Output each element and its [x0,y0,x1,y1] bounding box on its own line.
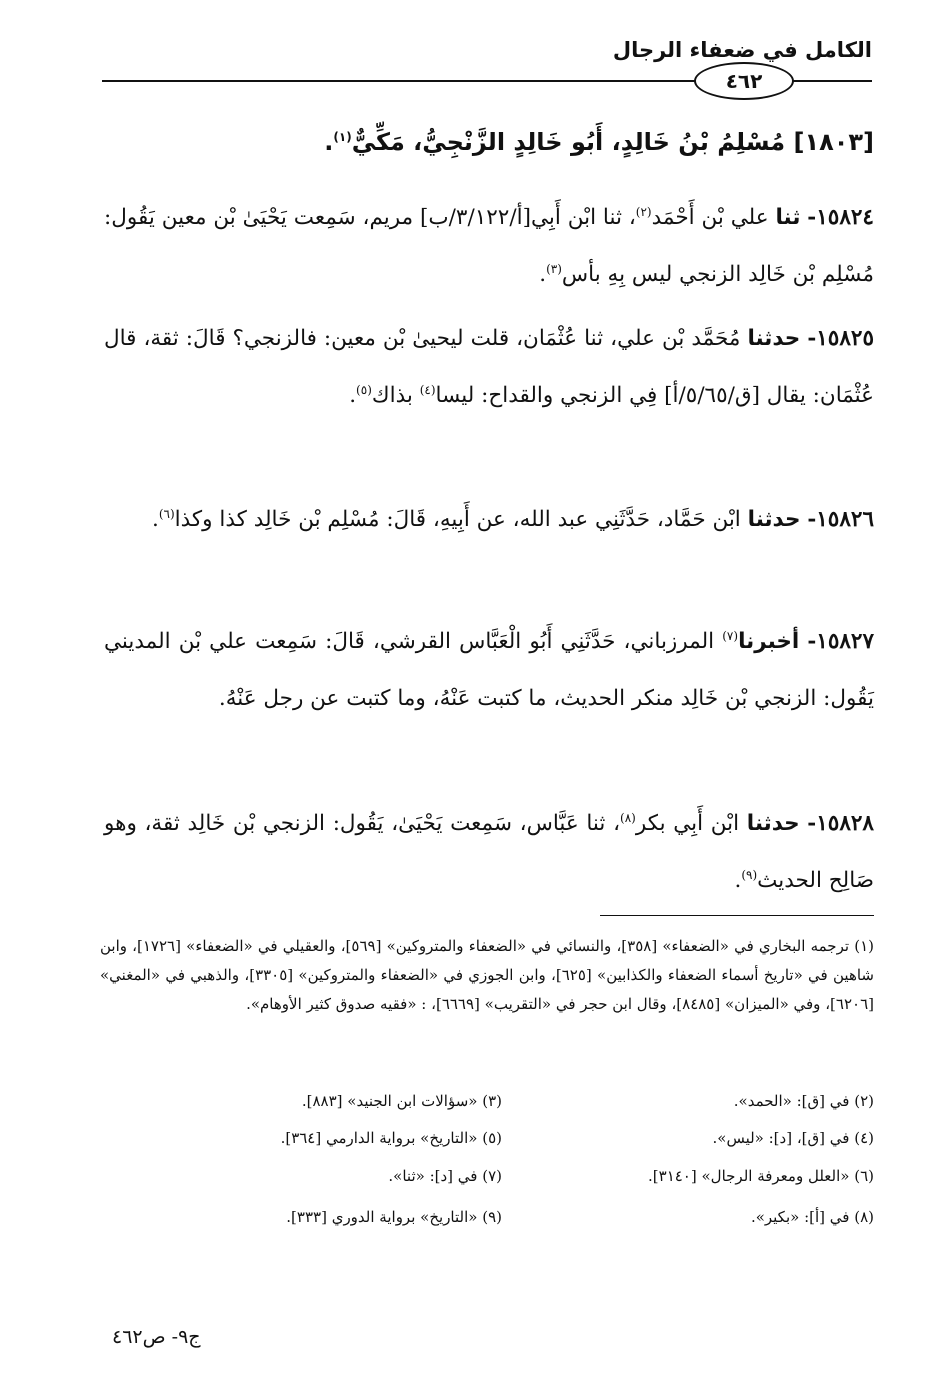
footnote-8: (٨) في [أ]: «بكير». [750,1208,874,1226]
footnote-3: (٣) «سؤالات ابن الجنيد» [٨٨٣]. [301,1092,502,1110]
narration-text: . [539,262,547,287]
narration-number: ١٥٨٢٨- [807,811,874,836]
narration-text: علي بْن أَحْمَد [651,205,769,230]
footnote-row [94,1167,874,1197]
narration-number: ١٥٨٢٤- [807,205,874,230]
narration-number: ١٥٨٢٧- [807,629,875,654]
narration-keyword: حدثنا [747,326,801,351]
footnote-ref: (٩) [741,867,758,882]
narration-15824 [104,189,874,303]
narration-text: ابْن حَمَّاد، حَدَّثَنِي عبد الله، عن أَبِيهِ، قَالَ: مُسْلِم بْن خَالِد كذا وكذا [174,507,741,532]
narration-15825 [104,310,874,424]
narration-keyword: حدثنا [746,811,800,836]
footnote-ref: (٢) [635,204,652,219]
narration-text: مُحَمَّد بْن علي، ثنا عُثْمَان، قلت ليحيىٰ بْن معين: فالزنجي؟ قَالَ: ثقة، قال عُثْمَان: يقال [ق/٥/٦٥/أ] فِي الزنجي والقداح: ليسا [104,326,874,408]
narration-text: ابْن أَبِي بكر [635,811,740,836]
narration-text: المرزباني، حَدَّثَنِي أَبُو الْعَبَّاس القرشي، قَالَ: سَمِعت علي بْن المديني يَقُول: الزنجي بْن خَالِد منكر الحديث، ما كتبت عَنْهُ، وما كتبت عن رجل عَنْهُ. [104,629,874,711]
narration-text: . [734,868,742,893]
footnote-ref: (٧) [722,628,739,643]
narration-keyword: ثنا [775,205,801,230]
footnote-number: (١) [854,937,874,955]
footnote-row [94,1092,874,1122]
narration-15826 [104,491,874,548]
narration-text: ، ثنا ابْن أَبِي[أ/٣/١٢٢/ب] مريم، سَمِعت يَحْيَىٰ بْن معين يَقُول: مُسْلِم بْن خَالِد الزنجي ليس بِهِ بأس [104,205,874,287]
footnote-ref: (٦) [158,506,175,521]
narration-15828 [104,795,874,909]
footnote-1 [100,932,874,1019]
page-number-badge: ٤٦٢ [694,62,794,100]
footnote-row [94,1129,874,1159]
narration-text: . [349,383,357,408]
footnote-separator [600,915,874,916]
footnote-ref: (٣) [546,261,562,276]
narration-15827 [104,613,874,727]
narration-text: بذاك [371,383,420,408]
narration-text: ، ثنا عَبَّاس، سَمِعت يَحْيَىٰ، يَقُول: الزنجي بْن خَالِد ثقة، وهو صَالِح الحديث [104,811,874,893]
narration-keyword: حدثنا [747,507,801,532]
footnote-ref: (٨) [620,810,636,825]
footnote-9: (٩) «التاريخ» برواية الدوري [٣٣٣]. [286,1208,502,1226]
footnote-2: (٢) في [ق]: «الحمد». [733,1092,874,1110]
footnote-ref: (١) [333,130,352,144]
narration-text: . [151,507,159,532]
footnote-7: (٧) في [د]: «ثنا». [388,1167,502,1185]
entry-heading-text: [١٨٠٣] مُسْلِمُ بْنُ خَالِدٍ، أَبُو خَالِدٍ الزَّنْجِيُّ، مَكِّيٌّ [351,128,874,156]
footnote-ref: (٥) [356,382,372,397]
footnote-text: ترجمه البخاري في «الضعفاء» [٣٥٨]، والنسائي في «الضعفاء والمتروكين» [٥٦٩]، والعقيلي في «الضعفاء» [١٧٢٦]، وابن شاهين في «تاريخ أسماء الضعفاء والكذابين» [٦٢٥]، وابن الجوزي في «الضعفاء والمتروكين» [٣٣٠٥]، والذهبي في «المغني» [٦٢٠٦]، وفي «الميزان» [٨٤٨٥]، وقال ابن حجر في «التقريب» [٦٦٦٩]، : «فقيه صدوق كثير الأوهام». [100,937,874,1013]
narration-keyword: أخبرنا [738,629,800,654]
footnote-6: (٦) «العلل ومعرفة الرجال» [٣١٤٠]. [648,1167,874,1185]
narration-number: ١٥٨٢٥- [807,326,874,351]
entry-heading: [١٨٠٣] مُسْلِمُ بْنُ خَالِدٍ، أَبُو خَالِدٍ الزَّنْجِيُّ، مَكِّيٌّ$^{(١)}$. [324,128,874,156]
footnote-4: (٤) في [ق]، [د]: «ليس». [712,1129,874,1147]
volume-page-marker: ج٩- ص٤٦٢ [112,1326,201,1348]
footnote-row [94,1208,874,1238]
narration-number: ١٥٨٢٦- [807,507,874,532]
footnote-ref: (٤) [419,382,436,397]
running-title: الكامل في ضعفاء الرجال [612,38,872,62]
footnote-5: (٥) «التاريخ» برواية الدارمي [٣٦٤]. [280,1129,502,1147]
